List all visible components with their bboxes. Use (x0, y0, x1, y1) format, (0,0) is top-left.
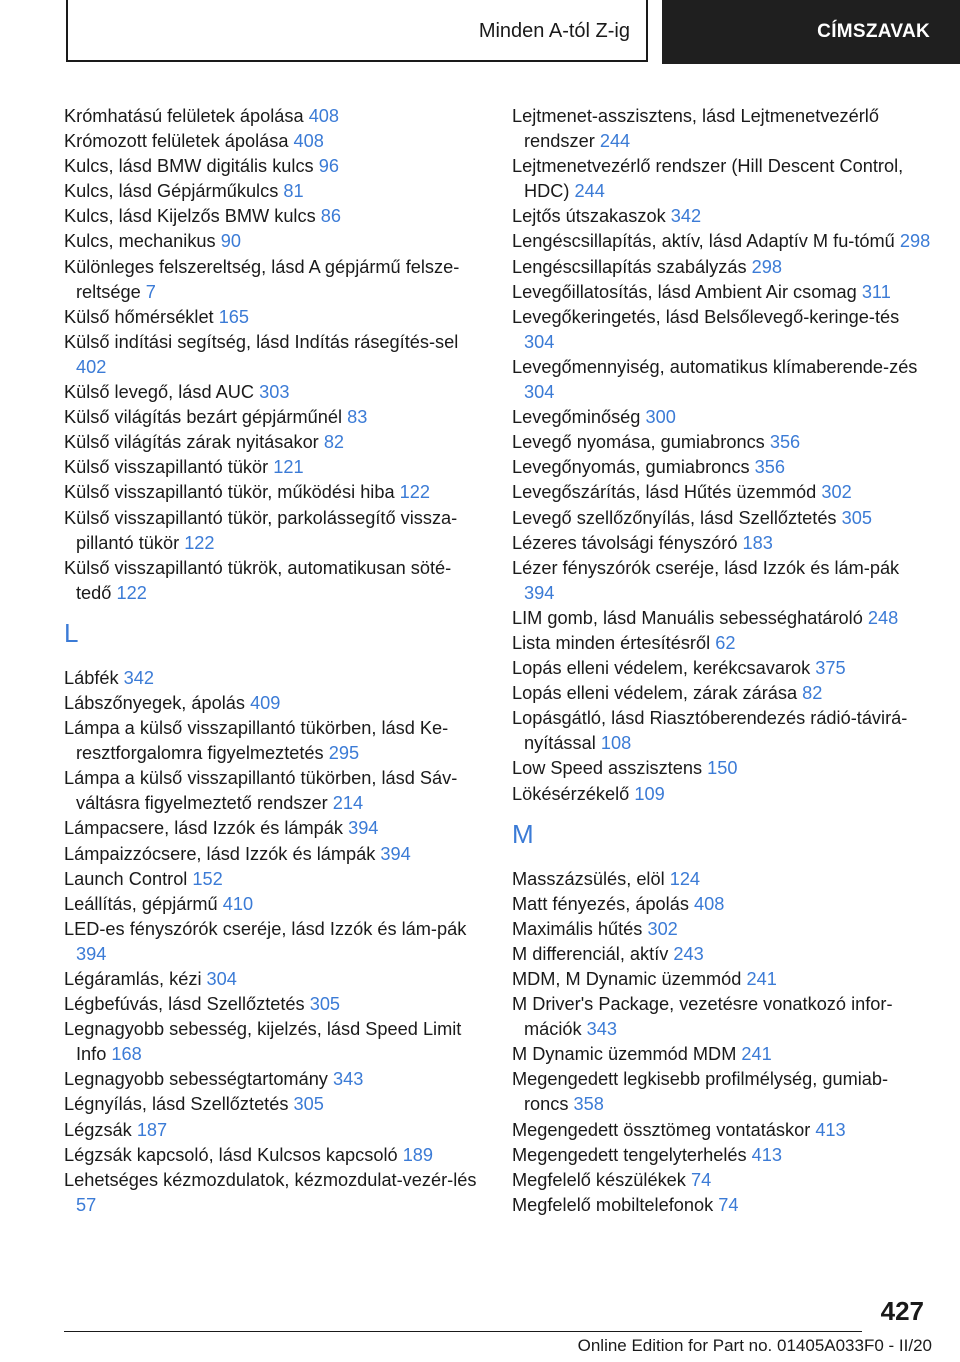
index-entry (512, 1042, 932, 1067)
index-entry-page-link[interactable]: 74 (690, 1169, 712, 1190)
index-entry (512, 280, 932, 305)
index-entry-page-link[interactable]: 295 (328, 743, 360, 764)
index-entry (64, 842, 484, 867)
index-entry-page-link[interactable]: 122 (184, 532, 215, 553)
index-entry-page-link[interactable]: 375 (815, 658, 846, 679)
index-entry-page-link[interactable]: 343 (586, 1019, 618, 1040)
index-entry (64, 1017, 484, 1067)
index-entry-page-link[interactable]: 408 (693, 893, 725, 914)
index-entry (64, 1168, 484, 1218)
index-entry (512, 154, 932, 204)
index-entry (512, 204, 932, 229)
index-entry (64, 480, 484, 505)
index-entry (512, 305, 932, 355)
index-entry (64, 305, 484, 330)
index-entry-page-link[interactable]: 109 (634, 783, 665, 804)
index-entry-text: Lengéscsillapítás, aktív, lásd Adaptív M fu-tómű (512, 231, 895, 252)
index-entry-text: Megfelelő készülékek (512, 1169, 686, 1190)
index-entry (512, 992, 932, 1042)
index-entry (512, 229, 932, 254)
index-entry-page-link[interactable]: 7 (145, 281, 156, 302)
index-entry-text: M Dynamic üzemmód MDM (512, 1044, 737, 1065)
index-entry-page-link[interactable]: 300 (645, 407, 676, 428)
index-entry-text: Külső visszapillantó tükrök, automatikusan söté-tedő (64, 557, 452, 603)
index-entry (64, 992, 484, 1017)
index-entry-text: Levegőkeringetés, lásd Belsőlevegő-keringe-tés (512, 306, 900, 327)
index-entry-page-link[interactable]: 356 (769, 432, 801, 453)
index-entry-text: Leállítás, gépjármű (64, 893, 218, 914)
index-entry (512, 606, 932, 631)
index-entry (64, 330, 484, 380)
index-entry-text: Lehetséges kézmozdulatok, kézmozdulat-vezér-lés (64, 1169, 477, 1190)
index-entry-text: Lejtmenet-asszisztens, lásd Lejtmenetvezérlő rendszer (512, 106, 879, 152)
index-entry (512, 556, 932, 606)
index-entry-page-link[interactable]: 413 (751, 1144, 783, 1165)
index-entry-page-link[interactable]: 408 (293, 131, 324, 152)
index-entry (512, 917, 932, 942)
index-entry (64, 556, 484, 606)
index-entry (512, 782, 932, 807)
index-entry-page-link[interactable]: 304 (524, 331, 555, 352)
index-entry (64, 917, 484, 967)
footer-edition: Online Edition for Part no. 01405A033F0 - II/20 (577, 1336, 932, 1355)
index-entry (64, 405, 484, 430)
index-entry-text: Lámpacsere, lásd Izzók és lámpák (64, 818, 344, 839)
index-entry-text: Legnagyobb sebességtartomány (64, 1069, 328, 1090)
index-entry-text: Külső indítási segítség, lásd Indítás rásegítés-sel (64, 331, 459, 352)
index-entry (64, 892, 484, 917)
index-entry (64, 104, 484, 129)
index-entry (512, 756, 932, 781)
index-entry-page-link[interactable]: 311 (861, 281, 891, 302)
index-entry-page-link[interactable]: 57 (76, 1194, 97, 1215)
index-entry (512, 1168, 932, 1193)
index-entry-text: Megengedett össztömeg vontatáskor (512, 1119, 811, 1140)
index-entry-page-link[interactable]: 86 (320, 206, 341, 227)
index-entry-page-link[interactable]: 302 (647, 918, 678, 939)
index-entry-text: Lejtős útszakaszok (512, 206, 666, 227)
index-column-left (64, 104, 484, 1218)
index-entry-page-link[interactable]: 409 (250, 692, 281, 713)
index-entry-text: Levegőnyomás, gumiabroncs (512, 457, 750, 478)
index-entry (64, 867, 484, 892)
index-entry-text: Levegőminőség (512, 407, 641, 428)
index-entry-text: M Driver's Package, vezetésre vonatkozó infor-mációk (512, 994, 893, 1040)
index-entry-text: Levegő szellőzőnyílás, lásd Szellőztetés (512, 507, 837, 528)
index-entry-text: Lézeres távolsági fényszóró (512, 532, 738, 553)
index-entry (64, 816, 484, 841)
index-entry-page-link[interactable]: 248 (867, 607, 899, 628)
index-entry-page-link[interactable]: 305 (841, 507, 872, 528)
index-entry-page-link[interactable]: 343 (332, 1069, 364, 1090)
index-entry-page-link[interactable]: 410 (222, 893, 254, 914)
index-entry-page-link[interactable]: 394 (524, 582, 555, 603)
index-entry (512, 706, 932, 756)
index-entry-page-link[interactable]: 244 (599, 131, 631, 152)
index-entry-page-link[interactable]: 298 (899, 231, 931, 252)
footer-divider (64, 1331, 862, 1332)
index-entry-text: Külső visszapillantó tükör, működési hiba (64, 482, 395, 503)
index-entry-text: Krómozott felületek ápolása (64, 131, 289, 152)
index-entry-page-link[interactable]: 122 (399, 482, 431, 503)
index-entry (512, 892, 932, 917)
index-entry-text: Levegőszárítás, lásd Hűtés üzemmód (512, 482, 817, 503)
index-entry-text: LIM gomb, lásd Manuális sebességhatároló (512, 607, 863, 628)
index-entry (512, 480, 932, 505)
index-entry-page-link[interactable]: 304 (524, 382, 555, 403)
index-entry-page-link[interactable]: 241 (741, 1044, 772, 1065)
index-entry (512, 455, 932, 480)
index-entry-page-link[interactable]: 90 (220, 231, 241, 252)
index-entry-text: Legnagyobb sebesség, kijelzés, lásd Speed Limit Info (64, 1019, 462, 1065)
index-entry-page-link[interactable]: 358 (573, 1094, 604, 1115)
index-entry-page-link[interactable]: 82 (802, 683, 823, 704)
header-chapter-tab (662, 0, 960, 64)
index-entry (512, 531, 932, 556)
index-entry (64, 691, 484, 716)
index-entry-text: Low Speed asszisztens (512, 758, 703, 779)
index-entry-text: Lábfék (64, 667, 119, 688)
index-entry-page-link[interactable]: 413 (815, 1119, 846, 1140)
index-entry-page-link[interactable]: 342 (670, 206, 702, 227)
index-entry-text: Levegőillatosítás, lásd Ambient Air csomag (512, 281, 857, 302)
index-entry-text: Külső levegő, lásd AUC (64, 382, 255, 403)
index-entry-page-link[interactable]: 356 (754, 457, 786, 478)
index-entry-page-link[interactable]: 241 (746, 969, 777, 989)
index-entry-page-link[interactable]: 124 (669, 868, 701, 889)
index-entry-text: Külső visszapillantó tükör (64, 457, 269, 478)
page-number: 427 (880, 1296, 924, 1326)
index-entry (64, 455, 484, 480)
index-entry-text: Megfelelő mobiltelefonok (512, 1194, 714, 1215)
index-entry-page-link[interactable]: 394 (76, 943, 107, 964)
index-entry-page-link[interactable]: 83 (347, 407, 368, 428)
index-entry-text: Különleges felszereltség, lásd A gépjármű felsze-reltsége (64, 256, 460, 302)
index-entry-page-link[interactable]: 394 (380, 843, 411, 864)
index-entry-text: Lámpaizzócsere, lásd Izzók és lámpák (64, 843, 376, 864)
index-entry-page-link[interactable]: 243 (673, 943, 704, 964)
index-entry-text: MDM, M Dynamic üzemmód (512, 969, 742, 989)
index-entry (512, 681, 932, 706)
index-entry (64, 1118, 484, 1143)
index-entry-page-link[interactable]: 394 (348, 818, 379, 839)
index-entry (512, 255, 932, 280)
index-entry-page-link[interactable]: 152 (192, 868, 223, 889)
index-entry (512, 355, 932, 405)
index-entry-text: M differenciál, aktív (512, 943, 669, 964)
index-entry-text: Lopás elleni védelem, kerékcsavarok (512, 658, 811, 679)
index-entry-page-link[interactable]: 402 (76, 356, 107, 377)
index-letter-heading: L (64, 617, 79, 648)
index-entry-page-link[interactable]: 62 (715, 632, 736, 653)
index-entry-page-link[interactable]: 81 (283, 181, 304, 202)
index-entry-text: Lámpa a külső visszapillantó tükörben, lásd Ke-resztforgalomra figyelmeztetés (64, 718, 449, 764)
index-entry-text: Kulcs, lásd Kijelzős BMW kulcs (64, 206, 316, 227)
index-entry-page-link[interactable]: 408 (308, 106, 340, 126)
index-column-right (512, 104, 932, 1218)
index-entry (64, 229, 484, 254)
index-entry (64, 179, 484, 204)
index-entry (64, 154, 484, 179)
index-entry (64, 967, 484, 992)
index-entry-page-link[interactable]: 82 (323, 432, 345, 453)
index-letter-heading: M (512, 818, 534, 849)
index-entry-text: Külső világítás zárak nyitásakor (64, 432, 319, 453)
index-entry (512, 405, 932, 430)
index-entry-text: Légbefúvás, lásd Szellőztetés (64, 994, 305, 1015)
index-entry-text: Maximális hűtés (512, 918, 643, 939)
index-entry-page-link[interactable]: 305 (293, 1094, 324, 1115)
index-entry-text: Megengedett legkisebb profilmélység, gumiab-roncs (512, 1069, 889, 1115)
index-entry-page-link[interactable]: 122 (116, 582, 147, 603)
index-entry-text: Lista minden értesítésről (512, 632, 711, 653)
index-entry-text: Kulcs, lásd BMW digitális kulcs (64, 156, 314, 177)
header-chapter-label: CÍMSZAVAK (817, 21, 930, 42)
index-entry (64, 716, 484, 766)
index-entry-page-link[interactable]: 305 (309, 994, 341, 1015)
index-entry-text: Launch Control (64, 868, 188, 889)
index-entry-text: Lökésérzékelő (512, 783, 630, 804)
index-entry-page-link[interactable]: 303 (259, 382, 290, 403)
index-entry (64, 506, 484, 556)
index-entry-page-link[interactable]: 189 (402, 1144, 434, 1165)
header-section-title: Minden A-tól Z-ig (478, 20, 630, 42)
index-entry-page-link[interactable]: 304 (206, 969, 237, 989)
index-entry-page-link[interactable]: 244 (574, 181, 605, 202)
index-entry-text: Megengedett tengelyterhelés (512, 1144, 747, 1165)
index-entry (512, 1067, 932, 1117)
index-entry-page-link[interactable]: 183 (742, 532, 773, 553)
index-entry (64, 766, 484, 816)
index-entry-text: Kulcs, mechanikus (64, 231, 216, 252)
index-entry (512, 104, 932, 154)
index-entry-page-link[interactable]: 121 (273, 457, 304, 478)
index-entry-text: Levegőmennyiség, automatikus klímaberende-zés (512, 356, 918, 377)
index-entry-text: Krómhatású felületek ápolása (64, 106, 304, 126)
index-entry-text: Külső hőmérséklet (64, 306, 214, 327)
index-entry-page-link[interactable]: 187 (136, 1119, 168, 1140)
index-entry-text: LED-es fényszórók cseréje, lásd Izzók és lám-pák (64, 918, 467, 939)
index-entry (512, 1143, 932, 1168)
index-entry-text: Lopás elleni védelem, zárak zárása (512, 683, 798, 704)
index-entry-text: Lézer fényszórók cseréje, lásd Izzók és lám-pák (512, 557, 900, 578)
index-entry-page-link[interactable]: 168 (111, 1044, 142, 1065)
index-entry (512, 967, 932, 992)
index-entry (512, 506, 932, 531)
index-entry-page-link[interactable]: 214 (332, 793, 364, 814)
index-entry-page-link[interactable]: 74 (718, 1194, 739, 1215)
index-entry-text: Légnyílás, lásd Szellőztetés (64, 1094, 289, 1115)
index-entry (64, 1143, 484, 1168)
index-entry-page-link[interactable]: 342 (123, 667, 155, 688)
index-entry (512, 1118, 932, 1143)
index-entry-text: Lengéscsillapítás szabályzás (512, 256, 747, 277)
index-entry-text: Légzsák kapcsoló, lásd Kulcsos kapcsoló (64, 1144, 398, 1165)
index-entry (512, 942, 932, 967)
index-entry-text: Lábszőnyegek, ápolás (64, 692, 245, 713)
index-entry (512, 631, 932, 656)
index-entry (64, 129, 484, 154)
index-entry-page-link[interactable]: 165 (218, 306, 250, 327)
index-entry-text: Matt fényezés, ápolás (512, 893, 689, 914)
index-entry-text: Légáramlás, kézi (64, 969, 202, 989)
index-entry-text: Légzsák (64, 1119, 132, 1140)
index-entry (64, 204, 484, 229)
index-entry (512, 430, 932, 455)
index-entry (64, 255, 484, 305)
index-entry (64, 430, 484, 455)
index-entry-page-link[interactable]: 96 (318, 156, 339, 177)
index-entry (64, 1067, 484, 1092)
index-entry-text: Külső visszapillantó tükör, parkolássegítő vissza-pillantó tükör (64, 507, 458, 553)
index-entry-text: Lopásgátló, lásd Riasztóberendezés rádió-távirá-nyítással (512, 708, 908, 754)
index-entry-text: Kulcs, lásd Gépjárműkulcs (64, 181, 279, 202)
index-entry (64, 1092, 484, 1117)
index-entry (512, 1193, 932, 1218)
index-entry-page-link[interactable]: 150 (707, 758, 738, 779)
index-entry-page-link[interactable]: 302 (821, 482, 852, 503)
index-entry-text: Lámpa a külső visszapillantó tükörben, lásd Sáv-váltásra figyelmeztető rendszer (64, 768, 458, 814)
index-entry (64, 380, 484, 405)
index-entry-text: Masszázsülés, elöl (512, 868, 665, 889)
index-entry-text: Lejtmenetvezérlő rendszer (Hill Descent Control, HDC) (512, 156, 904, 202)
index-entry (512, 867, 932, 892)
index-entry-page-link[interactable]: 108 (600, 733, 632, 754)
index-entry (64, 666, 484, 691)
index-entry-text: Külső világítás bezárt gépjárműnél (64, 407, 343, 428)
index-entry-text: Levegő nyomása, gumiabroncs (512, 432, 765, 453)
index-entry (512, 656, 932, 681)
index-entry-page-link[interactable]: 298 (751, 256, 782, 277)
